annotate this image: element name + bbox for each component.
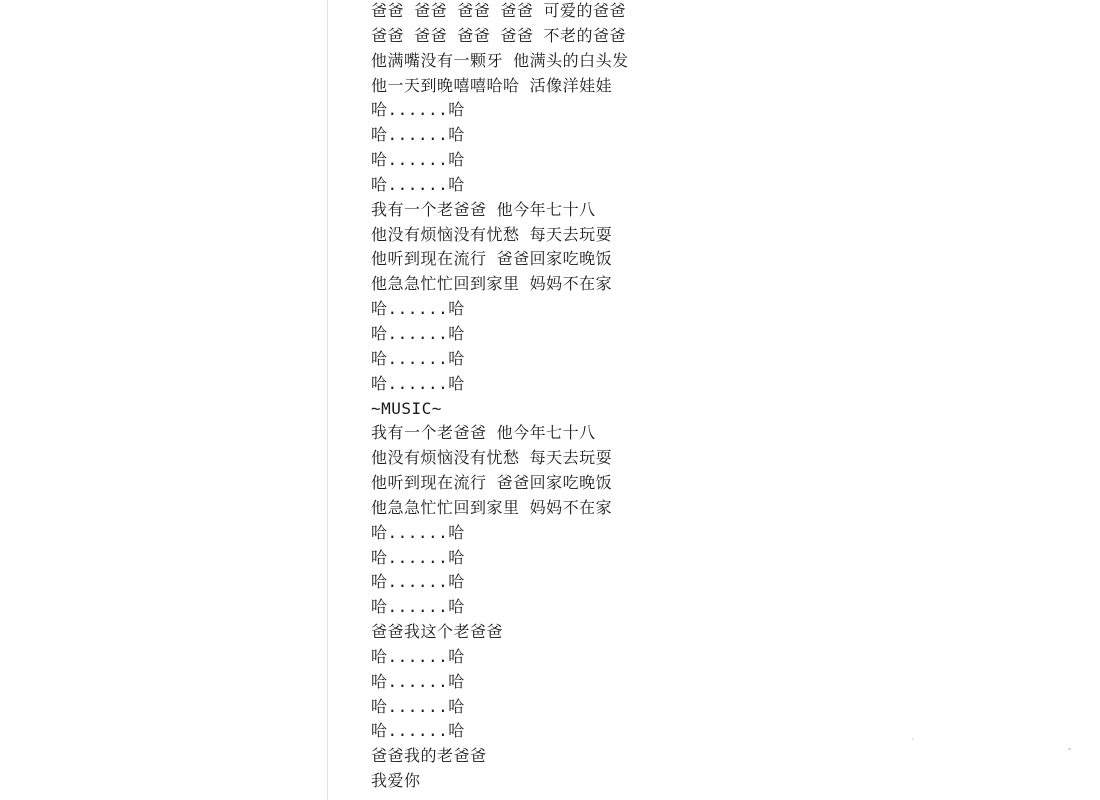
lyric-line: 哈......哈 xyxy=(371,721,465,741)
lyric-line: 哈......哈 xyxy=(371,572,465,592)
lyric-line: 哈......哈 xyxy=(371,671,465,691)
lyric-line: 他满嘴没有一颗牙 他满头的白头发 xyxy=(371,50,629,70)
scan-speck xyxy=(912,738,914,740)
lyric-line: 哈......哈 xyxy=(371,547,465,567)
lyric-line: 他听到现在流行 爸爸回家吃晚饭 xyxy=(371,249,613,269)
scan-speck xyxy=(1068,748,1071,750)
lyric-line: 哈......哈 xyxy=(371,299,465,319)
lyric-line: 他没有烦恼没有忧愁 每天去玩耍 xyxy=(371,224,613,244)
lyric-line: 哈......哈 xyxy=(371,696,465,716)
lyric-line: 哈......哈 xyxy=(371,597,465,617)
lyric-line: 他急急忙忙回到家里 妈妈不在家 xyxy=(371,274,613,294)
lyric-line: 我爱你 xyxy=(371,771,421,791)
lyrics-text-block xyxy=(371,0,629,794)
lyric-line: 爸爸 爸爸 爸爸 爸爸 可爱的爸爸 xyxy=(371,1,627,20)
lyric-line: 爸爸我这个老爸爸 xyxy=(371,622,504,642)
lyric-line: 爸爸 爸爸 爸爸 爸爸 不老的爸爸 xyxy=(371,25,627,45)
lyric-line: 他没有烦恼没有忧愁 每天去玩耍 xyxy=(371,448,613,468)
lyric-line: 他一天到晚嘻嘻哈哈 活像洋娃娃 xyxy=(371,75,613,95)
lyric-line: 哈......哈 xyxy=(371,125,465,145)
lyric-line: 哈......哈 xyxy=(371,522,465,542)
lyric-line: 哈......哈 xyxy=(371,174,465,194)
lyric-line: 哈......哈 xyxy=(371,323,465,343)
lyric-line: 哈......哈 xyxy=(371,348,465,368)
page-margin-divider xyxy=(327,0,328,800)
lyric-line: 我有一个老爸爸 他今年七十八 xyxy=(371,199,596,219)
lyric-line: 哈......哈 xyxy=(371,100,465,120)
lyric-line: ~MUSIC~ xyxy=(371,398,442,418)
lyric-line: 他听到现在流行 爸爸回家吃晚饭 xyxy=(371,473,613,493)
lyric-line: 他急急忙忙回到家里 妈妈不在家 xyxy=(371,497,613,517)
lyric-line: 爸爸我的老爸爸 xyxy=(371,746,487,766)
lyric-line: 我有一个老爸爸 他今年七十八 xyxy=(371,423,596,443)
lyric-line: 哈......哈 xyxy=(371,646,465,666)
lyric-line: 哈......哈 xyxy=(371,373,465,393)
lyric-line: 哈......哈 xyxy=(371,150,465,170)
